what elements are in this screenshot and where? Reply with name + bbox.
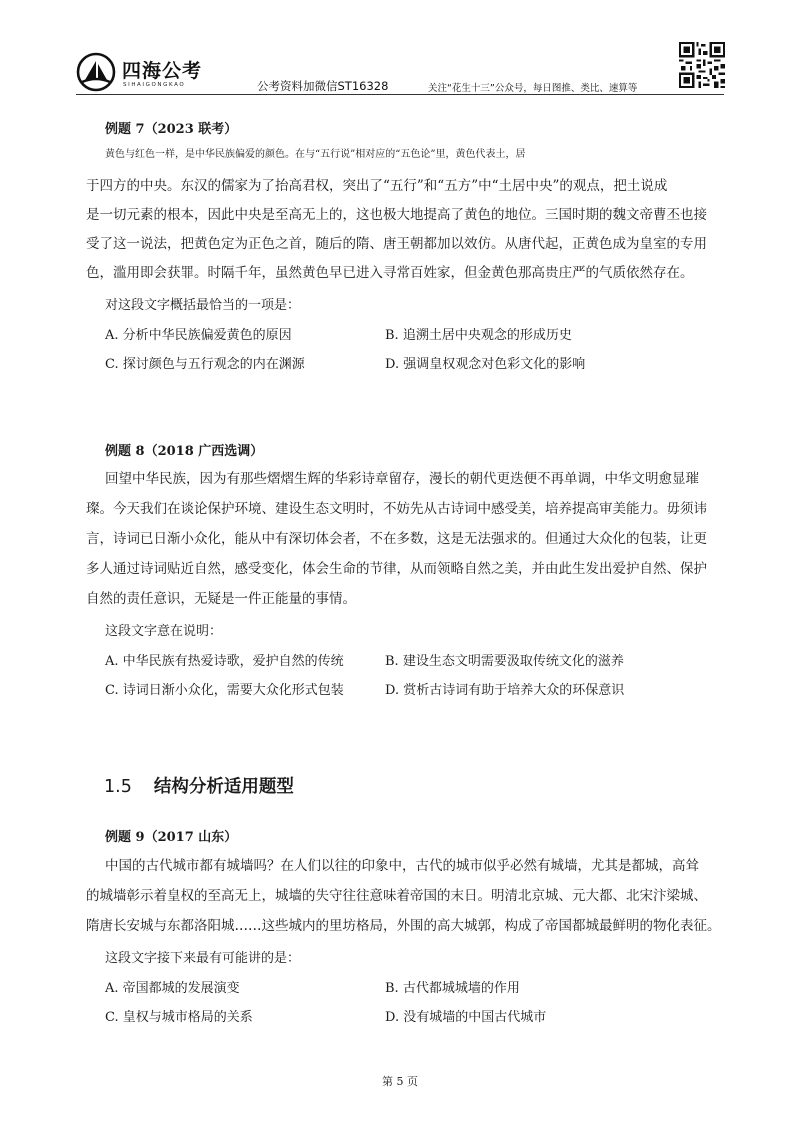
q8-title: 例题 8（2018 广西选调） — [105, 444, 264, 459]
header-divider — [76, 94, 724, 95]
section-title: 结构分析适用题型 — [153, 777, 294, 797]
sihai-logo-icon — [76, 52, 116, 92]
q8-line-3: 言，诗词已日渐小众化，能从中有深切体会者，不在多数，这是无法强求的。但通过大众化的包装，让更 — [86, 531, 707, 547]
q8-option-b[interactable]: B. 建设生态文明需要汲取传统文化的滋养 — [385, 654, 624, 669]
q9-line-2: 的城墙彰示着皇权的至高无上，城墙的失守往往意味着帝国的末日。明清北京城、元大都、北宋汴梁城、 — [86, 888, 707, 904]
q8-option-d[interactable]: D. 赏析古诗词有助于培养大众的环保意识 — [385, 683, 625, 698]
q7-line-1: 黄色与红色一样，是中华民族偏爱的颜色。在与“五行说”相对应的“五色论”里，黄色代表土，居 — [105, 149, 526, 160]
q9-option-d[interactable]: D. 没有城墙的中国古代城市 — [385, 1010, 547, 1025]
q9-option-c[interactable]: C. 皇权与城市格局的关系 — [105, 1010, 253, 1025]
header-follow-note: 关注“花生十三”公众号，每日图推、类比、速算等 — [428, 83, 638, 94]
q7-option-c[interactable]: C. 探讨颜色与五行观念的内在渊源 — [105, 357, 305, 372]
q7-title: 例题 7（2023 联考） — [105, 122, 238, 137]
q7-option-b[interactable]: B. 追溯土居中央观念的形成历史 — [385, 328, 572, 343]
q8-line-2: 璨。今天我们在谈论保护环境、建设生态文明时，不妨先从古诗词中感受美，培养提高审美能力。毋须讳 — [86, 501, 707, 517]
q9-title: 例题 9（2017 山东） — [105, 830, 238, 845]
q8-stem: 这段文字意在说明： — [105, 624, 223, 639]
page-header — [76, 40, 724, 96]
q9-line-3: 隋唐长安城与东都洛阳城……这些城内的里坊格局，外围的高大城郭，构成了帝国都城最鲜明的物化表征。 — [86, 918, 721, 934]
q9-option-a[interactable]: A. 帝国都城的发展演变 — [105, 981, 240, 996]
q7-line-3: 是一切元素的根本，因此中央是至高无上的，这也极大地提高了黄色的地位。三国时期的魏文帝曹丕也接 — [86, 207, 707, 223]
header-contact: 公考资料加微信ST16328 — [257, 79, 389, 93]
q7-option-a[interactable]: A. 分析中华民族偏爱黄色的原因 — [105, 328, 292, 343]
section-number: 1.5 — [104, 777, 132, 797]
q8-option-a[interactable]: A. 中华民族有热爱诗歌，爱护自然的传统 — [105, 654, 344, 669]
q7-stem: 对这段文字概括最恰当的一项是： — [105, 298, 301, 313]
q8-line-4: 多人通过诗词贴近自然，感受变化，体会生命的节律，从而领略自然之美，并由此生发出爱护自然、保护 — [86, 561, 707, 577]
q9-option-b[interactable]: B. 古代都城城墙的作用 — [385, 981, 520, 996]
q7-line-2: 于四方的中央。东汉的儒家为了抬高君权，突出了“五行”和“五方”中“土居中央”的观点，把土说成 — [86, 178, 668, 194]
page-number: 第 5 页 — [382, 1075, 418, 1088]
qr-code-icon — [679, 42, 725, 88]
logo-wordmark: 四海公考 — [122, 60, 203, 82]
q8-line-5: 自然的责任意识，无疑是一件正能量的事情。 — [86, 591, 356, 607]
logo-subtitle: SIHAIGONGKAO — [123, 82, 186, 88]
q9-stem: 这段文字接下来最有可能讲的是： — [105, 951, 301, 966]
q7-line-4: 受了这一说法，把黄色定为正色之首，随后的隋、唐王朝都加以效仿。从唐代起，正黄色成为皇室的专用 — [86, 236, 707, 252]
q7-option-d[interactable]: D. 强调皇权观念对色彩文化的影响 — [385, 357, 586, 372]
q9-line-1: 中国的古代城市都有城墙吗？在人们以往的印象中，古代的城市似乎必然有城墙，尤其是都城，高耸 — [105, 858, 699, 874]
q8-line-1: 回望中华民族，因为有那些熠熠生辉的华彩诗章留存，漫长的朝代更迭便不再单调，中华文明愈显璀 — [105, 471, 699, 487]
q7-line-5: 色，滥用即会获罪。时隔千年，虽然黄色早已进入寻常百姓家，但金黄色那高贵庄严的气质依然存在。 — [86, 265, 694, 281]
q8-option-c[interactable]: C. 诗词日渐小众化，需要大众化形式包装 — [105, 683, 344, 698]
section-heading — [104, 773, 294, 798]
